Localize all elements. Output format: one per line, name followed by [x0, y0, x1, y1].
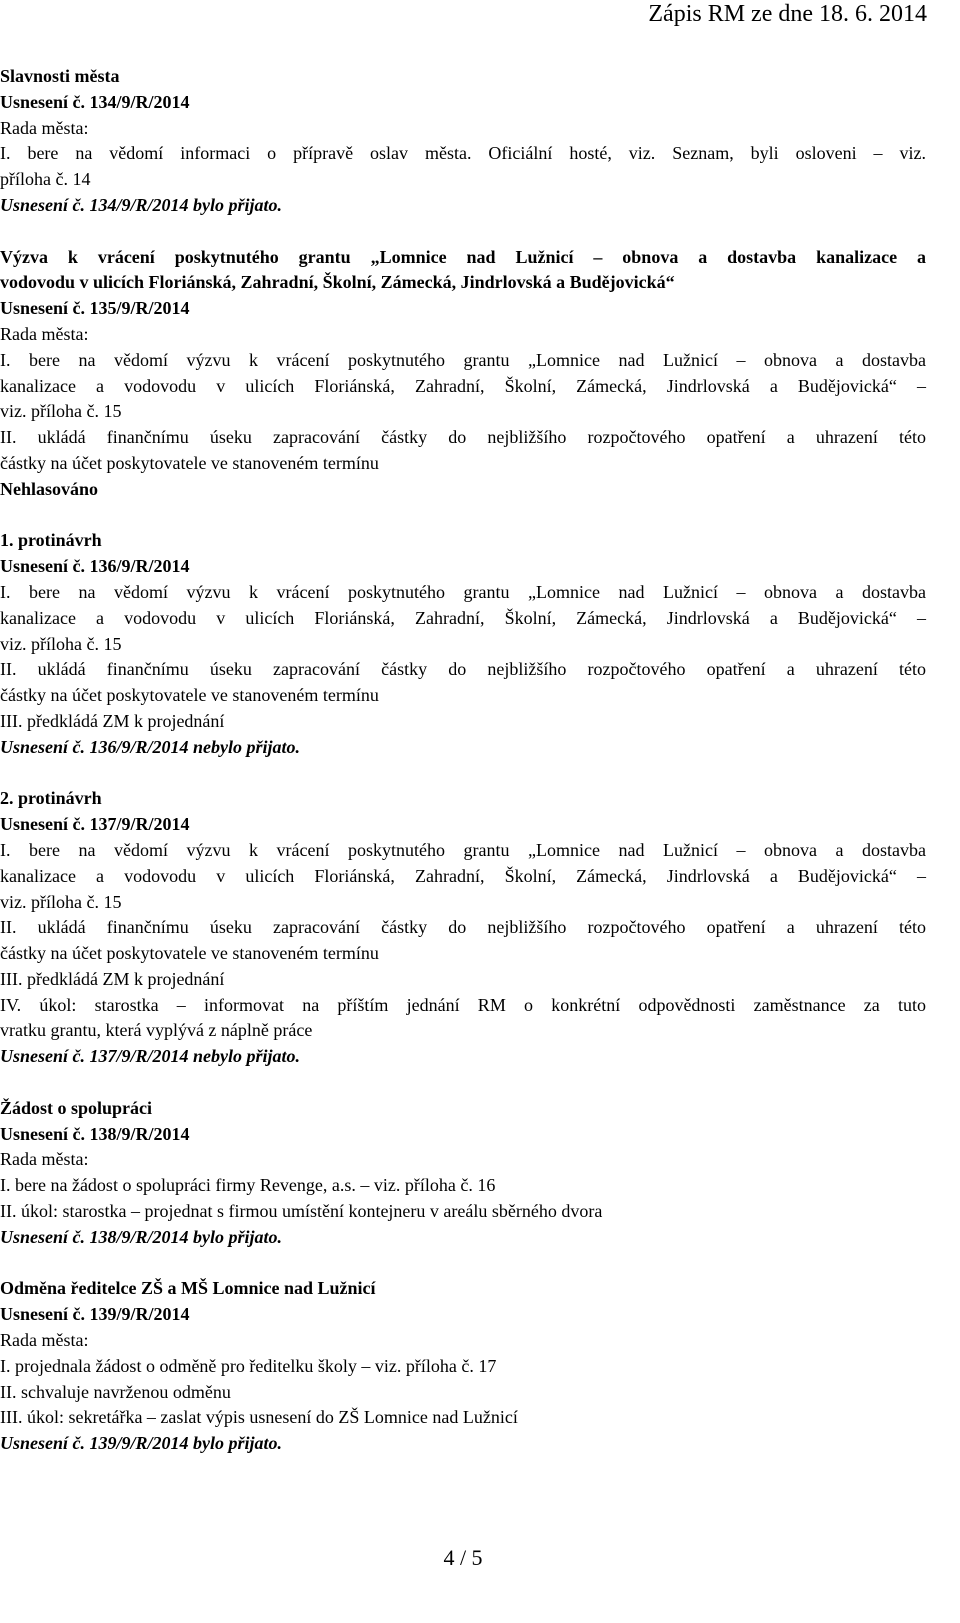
resolution-item: kanalizace a vodovodu v ulicích Floriánská, Zahradní, Školní, Zámecká, Jindrlovská a Budějovická“ –: [0, 865, 926, 886]
council-label: Rada města:: [0, 1149, 89, 1170]
section-slavnosti: [0, 64, 926, 219]
resolution-number: Usnesení č. 134/9/R/2014: [0, 91, 190, 112]
spacer: [0, 1251, 926, 1277]
section-heading: Slavnosti města: [0, 66, 120, 86]
resolution-item: příloha č. 14: [0, 169, 91, 190]
resolution-item: viz. příloha č. 15: [0, 633, 122, 654]
document-body: [0, 64, 926, 1457]
resolution-item: viz. příloha č. 15: [0, 401, 122, 422]
resolution-item: IV. úkol: starostka – informovat na příštím jednání RM o konkrétní odpovědnosti zaměstnance za tuto: [0, 994, 926, 1015]
resolution-item: III. předkládá ZM k projednání: [0, 968, 225, 989]
resolution-item: I. bere na vědomí výzvu k vrácení poskytnutého grantu „Lomnice nad Lužnicí – obnova a dostavba: [0, 839, 926, 860]
resolution-item: kanalizace a vodovodu v ulicích Floriánská, Zahradní, Školní, Zámecká, Jindrlovská a Budějovická“ –: [0, 607, 926, 628]
spacer: [0, 219, 926, 245]
section-counterproposal-1: [0, 528, 926, 760]
resolution-result: Nehlasováno: [0, 478, 99, 499]
section-heading: Výzva k vrácení poskytnutého grantu „Lomnice nad Lužnicí – obnova a dostavba kanalizace a: [0, 246, 926, 267]
spacer: [0, 503, 926, 529]
section-cooperation: [0, 1096, 926, 1251]
resolution-item: částky na účet poskytovatele ve stanoveném termínu: [0, 685, 379, 706]
resolution-result: Usnesení č. 137/9/R/2014 nebylo přijato.: [0, 1046, 301, 1067]
resolution-number: Usnesení č. 136/9/R/2014: [0, 556, 190, 577]
spacer: [0, 1070, 926, 1096]
resolution-number: Usnesení č. 137/9/R/2014: [0, 814, 190, 835]
section-heading: 2. protinávrh: [0, 788, 102, 809]
resolution-item: I. projednala žádost o odměně pro ředitelku školy – viz. příloha č. 17: [0, 1355, 497, 1376]
resolution-item: částky na účet poskytovatele ve stanoveném termínu: [0, 943, 379, 964]
council-label: Rada města:: [0, 323, 89, 344]
resolution-item: II. úkol: starostka – projednat s firmou umístění kontejneru v areálu sběrného dvora: [0, 1201, 603, 1222]
resolution-item: I. bere na vědomí informaci o přípravě oslav města. Oficiální hosté, viz. Seznam, byli osloveni – viz.: [0, 143, 926, 164]
section-grant: [0, 245, 926, 503]
council-label: Rada města:: [0, 117, 89, 138]
section-counterproposal-2: [0, 786, 926, 1070]
resolution-item: viz. příloha č. 15: [0, 891, 122, 912]
resolution-number: Usnesení č. 135/9/R/2014: [0, 298, 190, 319]
spacer: [0, 761, 926, 787]
resolution-number: Usnesení č. 139/9/R/2014: [0, 1304, 190, 1325]
section-principal-reward: [0, 1276, 926, 1457]
resolution-item: III. předkládá ZM k projednání: [0, 710, 225, 731]
page-header-title: Zápis RM ze dne 18. 6. 2014: [648, 1, 927, 27]
resolution-result: Usnesení č. 138/9/R/2014 bylo přijato.: [0, 1226, 283, 1247]
resolution-item: I. bere na vědomí výzvu k vrácení poskytnutého grantu „Lomnice nad Lužnicí – obnova a dostavba: [0, 581, 926, 602]
resolution-item: vratku grantu, která vyplývá z náplně práce: [0, 1020, 313, 1041]
section-heading: Odměna ředitelce ZŠ a MŠ Lomnice nad Lužnicí: [0, 1278, 376, 1299]
resolution-item: II. ukládá finančnímu úseku zapracování částky do nejbližšího rozpočtového opatření a uhrazení této: [0, 659, 926, 680]
section-heading: vodovodu v ulicích Floriánská, Zahradní, Školní, Zámecká, Jindrlovská a Budějovická“: [0, 272, 675, 293]
resolution-number: Usnesení č. 138/9/R/2014: [0, 1123, 190, 1144]
page-number: 4 / 5: [443, 1545, 483, 1570]
resolution-item: kanalizace a vodovodu v ulicích Floriánská, Zahradní, Školní, Zámecká, Jindrlovská a Budějovická“ –: [0, 375, 926, 396]
resolution-item: II. schvaluje navrženou odměnu: [0, 1381, 231, 1402]
resolution-result: Usnesení č. 136/9/R/2014 nebylo přijato.: [0, 736, 301, 757]
resolution-result: Usnesení č. 139/9/R/2014 bylo přijato.: [0, 1433, 283, 1454]
resolution-item: III. úkol: sekretářka – zaslat výpis usnesení do ZŠ Lomnice nad Lužnicí: [0, 1407, 518, 1428]
resolution-item: I. bere na vědomí výzvu k vrácení poskytnutého grantu „Lomnice nad Lužnicí – obnova a dostavba: [0, 349, 926, 370]
section-heading: Žádost o spolupráci: [0, 1097, 153, 1118]
resolution-item: II. ukládá finančnímu úseku zapracování částky do nejbližšího rozpočtového opatření a uhrazení této: [0, 917, 926, 938]
section-heading: 1. protinávrh: [0, 530, 102, 551]
resolution-result: Usnesení č. 134/9/R/2014 bylo přijato.: [0, 194, 283, 215]
resolution-item: I. bere na žádost o spolupráci firmy Revenge, a.s. – viz. příloha č. 16: [0, 1175, 496, 1196]
council-label: Rada města:: [0, 1330, 89, 1351]
resolution-item: II. ukládá finančnímu úseku zapracování částky do nejbližšího rozpočtového opatření a uhrazení této: [0, 427, 926, 448]
resolution-item: částky na účet poskytovatele ve stanoveném termínu: [0, 452, 379, 473]
